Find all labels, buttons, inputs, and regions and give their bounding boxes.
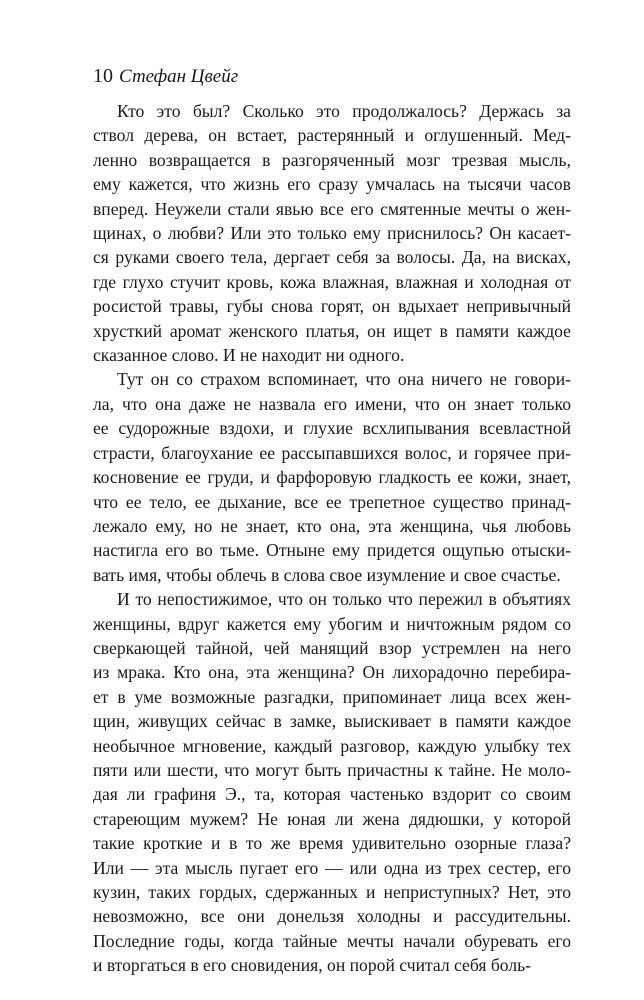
text-line: пяти или шести, что могут быть причастны к тайне. Не моло-	[93, 759, 571, 780]
running-head	[93, 64, 571, 89]
text-line: сказанное слово. И не находит ни одного.	[93, 345, 405, 366]
text-line: ствол дерева, он встает, растерянный и оглушенный. Мед-	[93, 125, 571, 146]
body-text	[93, 99, 571, 978]
text-line: хрусткий аромат женского платья, он ищет в памяти каждое	[93, 320, 571, 341]
text-line: где глухо стучит кровь, кожа влажная, влажная и холодная от	[93, 271, 571, 292]
text-line: что ее тело, ее дыхание, все ее трепетное существо принад-	[93, 491, 571, 512]
text-line: ет в уме возможные разгадки, припоминает лица всех жен-	[93, 686, 571, 707]
text-line: росистой травы, губы снова горят, он вдыхает непривычный	[93, 296, 571, 317]
text-line: дая ли графиня Э., та, которая частенько вздорит со своим	[93, 784, 571, 805]
text-line: вать имя, чтобы облечь в слова свое изумление и свое счастье.	[93, 564, 561, 585]
text-line: ла, что она даже не назвала его имени, что он знает только	[93, 393, 571, 414]
author-name: Стефан Цвейг	[119, 66, 239, 87]
text-line: Кто это был? Сколько это продолжалось? Держась за	[117, 101, 571, 121]
text-line: необычное мгновение, каждый разговор, каждую улыбку тех	[93, 735, 571, 756]
page-number: 10	[93, 65, 113, 87]
text-line: невозможно, все они донельзя холодны и рассудительны.	[93, 906, 571, 927]
text-line: Последние годы, когда тайные мечты начали обуревать его	[93, 930, 571, 951]
text-line: настигла его во тьме. Отныне ему придется ощупью отыски-	[93, 540, 571, 561]
text-line: и вторгаться в его сновидения, он порой считал себя боль-	[93, 955, 532, 976]
text-line: щин, живущих сейчас в замке, выискивает в памяти каждое	[93, 711, 571, 732]
paragraph	[93, 99, 571, 367]
text-line: И то непостижимое, что он только что пережил в объятиях	[117, 589, 571, 610]
text-line: косновение ее груди, и фарфоровую гладкость ее кожи, знает,	[93, 467, 571, 488]
text-line: Тут он со страхом вспоминает, что она ничего не говори-	[117, 369, 571, 390]
text-line: Или — эта мысль пугает его — или одна из трех сестер, его	[93, 857, 571, 878]
text-line: женщины, вдруг кажется ему убогим и ничтожным рядом со	[93, 613, 571, 634]
text-line: вперед. Неужели стали явью все его смятенные мечты о жен-	[93, 198, 571, 219]
text-line: страсти, благоухание ее рассыпавшихся волос, и горячее при-	[93, 442, 571, 463]
text-line: кузин, таких гордых, сдержанных и неприступных? Нет, это	[93, 882, 571, 902]
text-line: стареющим мужем? Не юная ли жена дядюшки, у которой	[93, 808, 571, 829]
text-line: ему кажется, что жизнь его сразу умчалась на тысячи часов	[93, 174, 571, 195]
paragraph	[93, 367, 571, 587]
book-page	[93, 64, 571, 978]
text-line: ся руками своего тела, дергает себя за волосы. Да, на висках,	[93, 247, 571, 268]
paragraph	[93, 587, 571, 978]
text-line: ее судорожные вздохи, и глухие всхлипывания всевластной	[93, 418, 571, 439]
text-line: из мрака. Кто она, эта женщина? Он лихорадочно перебира-	[93, 662, 571, 683]
text-line: щинах, о любви? Или это только ему приснилось? Он касает-	[93, 223, 571, 244]
text-line: сверкающей тайной, чей манящий взор устремлен на него	[93, 637, 571, 658]
text-line: такие кроткие и в то же время удивительно озорные глаза?	[93, 833, 571, 854]
text-line: ленно возвращается в разгоряченный мозг трезвая мысль,	[93, 149, 571, 170]
text-line: лежало ему, но не знает, кто она, эта женщина, чья любовь	[93, 515, 571, 536]
